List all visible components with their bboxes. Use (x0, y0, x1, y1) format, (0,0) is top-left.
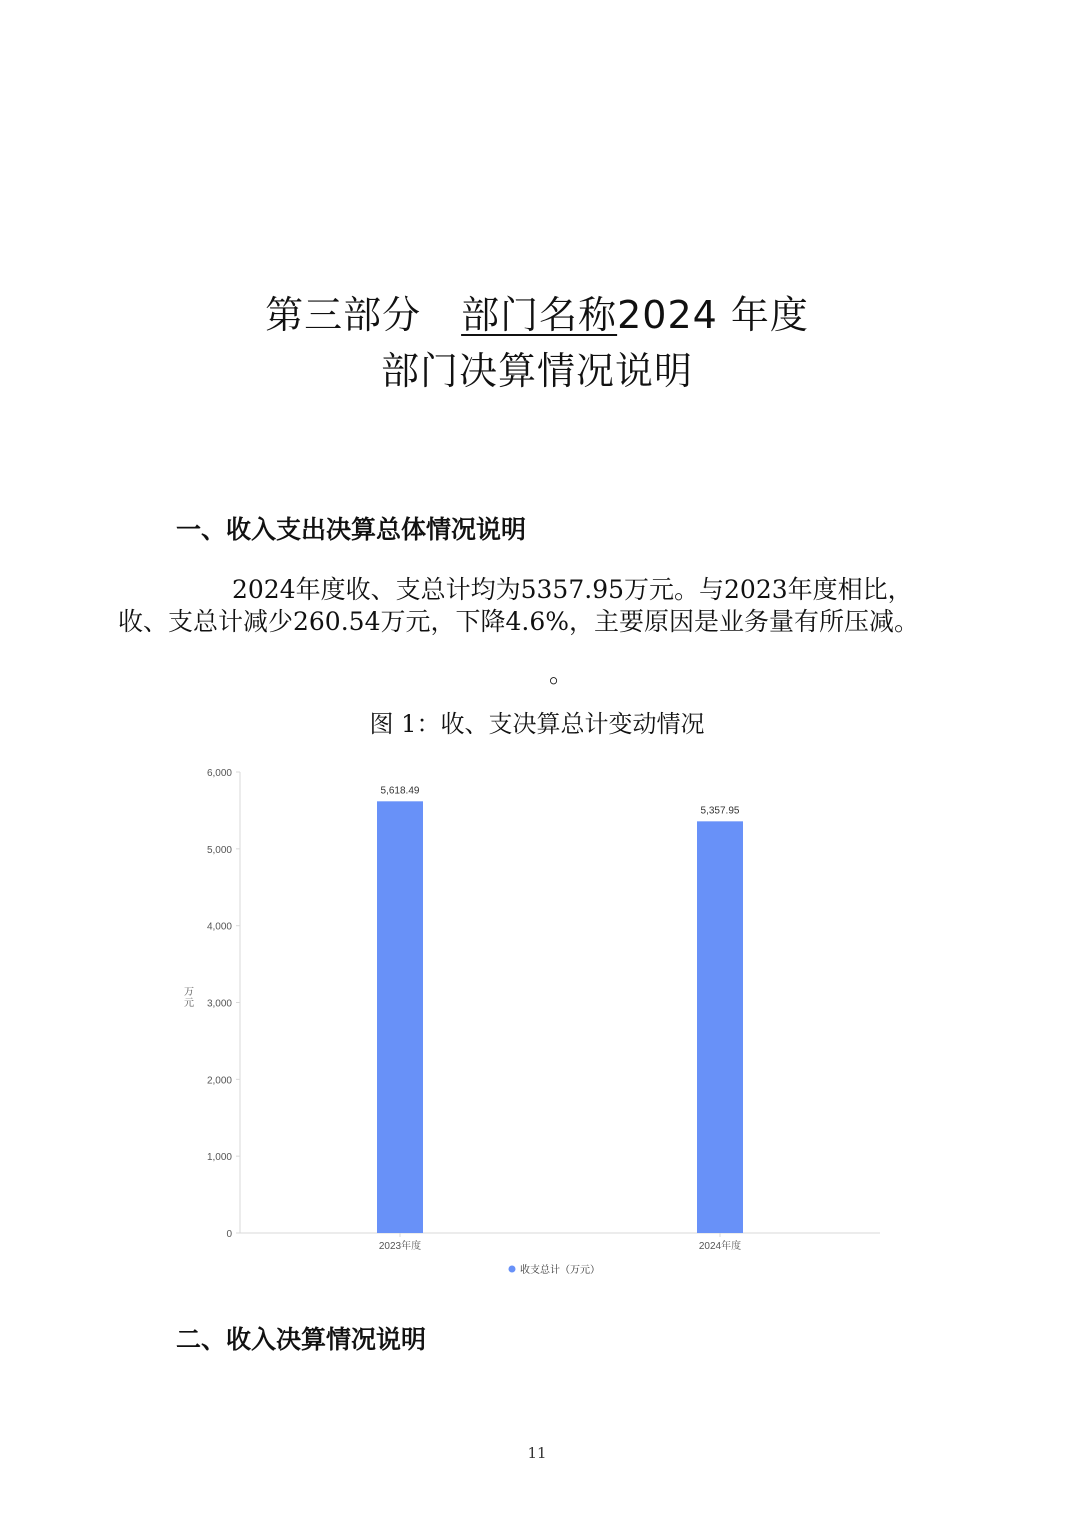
part-label: 第三部分 (265, 293, 422, 337)
bar-data-label: 5,618.49 (380, 785, 420, 797)
bar (697, 821, 743, 1233)
y-tick-label: 6,000 (206, 768, 232, 779)
y-tick-label: 0 (226, 1229, 232, 1240)
page-title-line2: 部门决算情况说明 (380, 349, 693, 393)
x-tick-label: 2023年度 (378, 1241, 422, 1252)
figure-caption: 图 1：收、支决算总计变动情况 (369, 710, 705, 738)
section1-paragraph-line1: 2024年度收、支总计均为5357.95万元。与2023年度相比， (232, 575, 913, 604)
bar (377, 801, 423, 1233)
section1-paragraph-line2: 收、支总计减少260.54万元，下降4.6%，主要原因是业务量有所压减。 (118, 607, 919, 636)
y-tick-label: 1,000 (206, 1152, 232, 1164)
y-axis-title-char: 万 (184, 987, 194, 998)
y-tick-label: 2,000 (206, 1075, 232, 1087)
y-tick-label: 3,000 (206, 998, 232, 1010)
legend-marker (509, 1266, 516, 1273)
page-number: 11 (527, 1444, 547, 1462)
title-year: 2024 年度 (617, 293, 809, 337)
y-axis-title-char: 元 (184, 998, 194, 1009)
legend-label: 收支总计（万元） (520, 1265, 600, 1276)
stray-punctuation: 。 (549, 659, 575, 688)
bar-chart (170, 755, 890, 1285)
department-name: 部门名称 (461, 293, 618, 337)
section1-heading: 一、收入支出决算总体情况说明 (176, 515, 527, 544)
y-tick-label: 5,000 (206, 844, 232, 856)
y-tick-label: 4,000 (206, 921, 232, 933)
section2-heading: 二、收入决算情况说明 (176, 1325, 427, 1354)
x-tick-label: 2024年度 (698, 1241, 742, 1252)
bar-data-label: 5,357.95 (700, 805, 740, 817)
page-title-line1 (0, 284, 1074, 339)
